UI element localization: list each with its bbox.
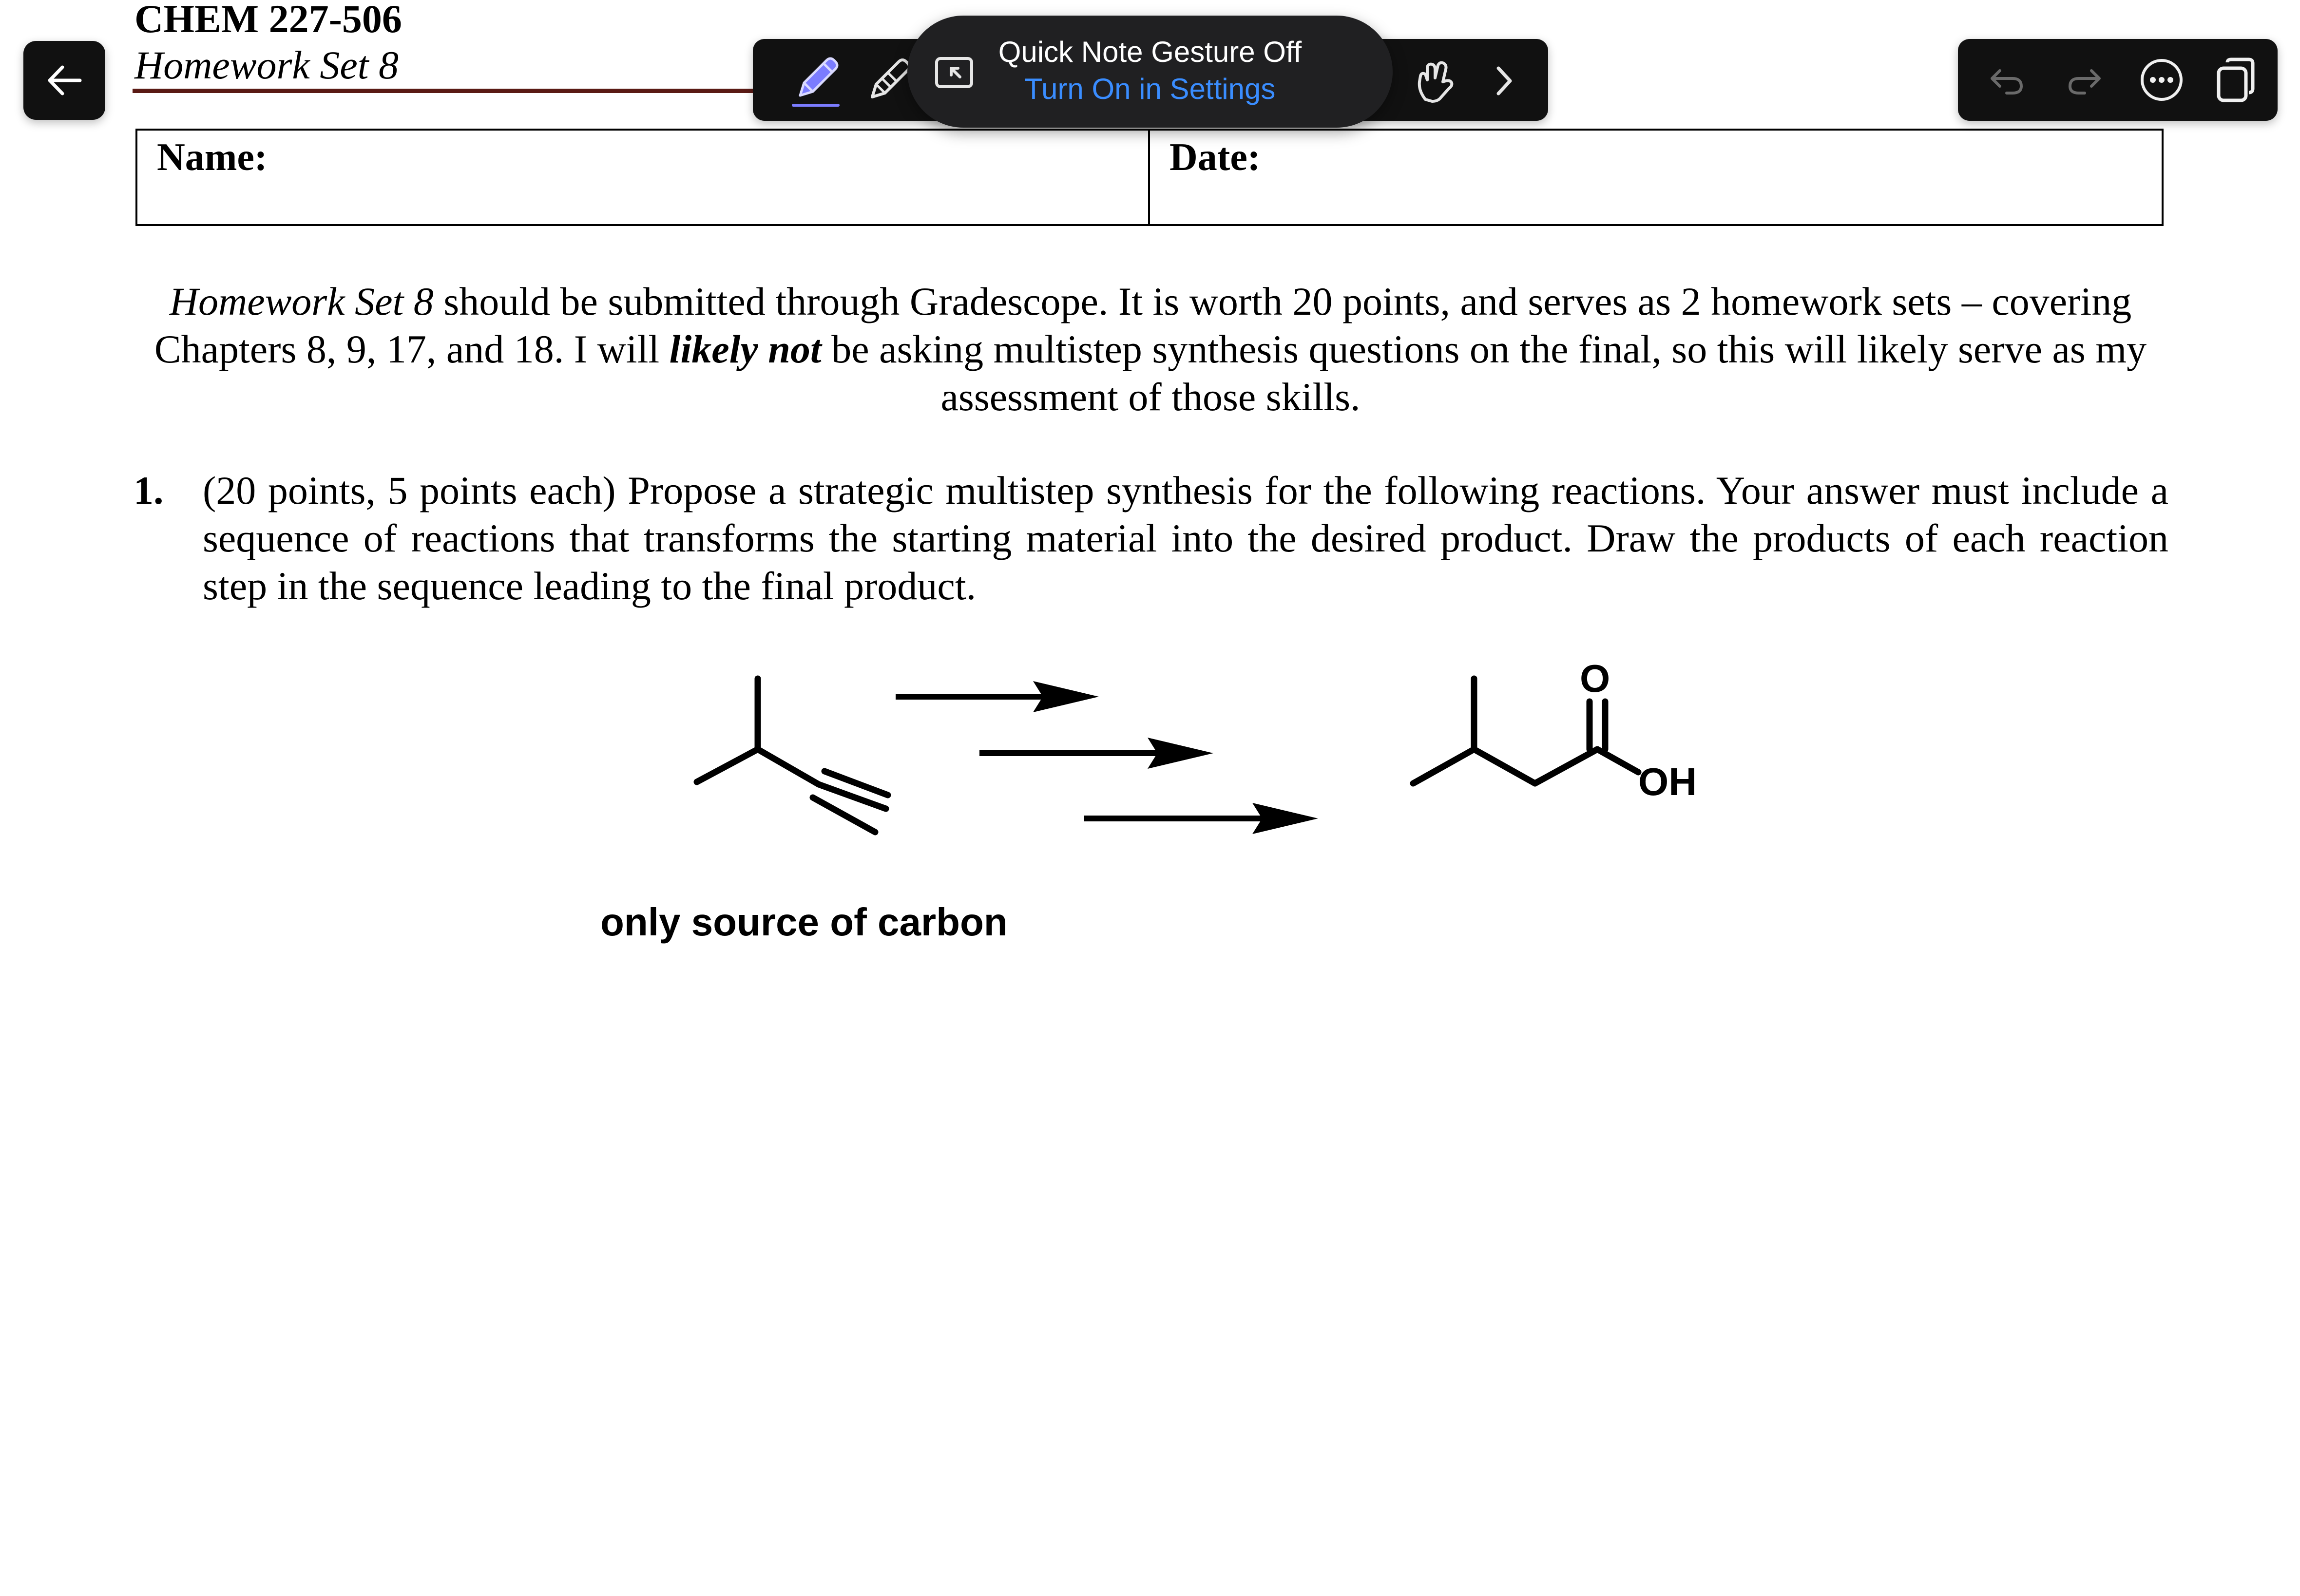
pencil-icon bbox=[789, 51, 843, 109]
redo-button[interactable] bbox=[2055, 51, 2114, 109]
more-button[interactable] bbox=[2132, 51, 2191, 109]
product-oxygen-label: O bbox=[1580, 657, 1610, 700]
back-button[interactable] bbox=[23, 41, 105, 120]
redo-icon bbox=[2065, 63, 2104, 97]
intro-title-italic: Homework Set 8 bbox=[169, 279, 434, 323]
hand-gesture-tool[interactable] bbox=[1406, 53, 1464, 109]
undo-button[interactable] bbox=[1977, 51, 2036, 109]
toast-settings-link[interactable]: Turn On in Settings bbox=[1024, 73, 1276, 105]
intro-emphasis: likely not bbox=[669, 327, 822, 371]
question-number: 1. bbox=[134, 468, 164, 513]
hand-gesture-icon bbox=[1411, 57, 1459, 105]
homework-title: Homework Set 8 bbox=[134, 43, 399, 87]
pages-button[interactable] bbox=[2206, 51, 2265, 109]
carbon-source-caption: only source of carbon bbox=[600, 900, 1008, 944]
chevron-right-icon bbox=[1489, 61, 1518, 100]
intro-text-1: should be submitted through Gradescope. It is worth 20 points, and serves as 2 homework sets – covering Chapters 8, 9, 17, and 18. I will bbox=[154, 279, 2132, 371]
name-label: Name: bbox=[157, 136, 268, 179]
pencil-tool[interactable] bbox=[787, 51, 845, 109]
intro-text-2: be asking multistep synthesis questions on the final, so this will likely serve as my assessment of those skills. bbox=[821, 327, 2147, 419]
question-text: (20 points, 5 points each) Propose a strategic multistep synthesis for the following reactions. Your answer must include a sequence of reactions that transforms the starting material into the desired product. Draw the products of each reaction step in the sequence leading to the final product. bbox=[203, 468, 2168, 608]
back-arrow-icon bbox=[45, 63, 84, 97]
course-code: CHEM 227-506 bbox=[134, 0, 402, 41]
pages-icon bbox=[2214, 56, 2258, 104]
reaction-arrow-2 bbox=[979, 738, 1213, 769]
more-icon bbox=[2138, 57, 2185, 103]
toolbar-next-button[interactable] bbox=[1474, 53, 1533, 109]
reaction-arrow-3 bbox=[1084, 803, 1318, 834]
reaction-arrows bbox=[896, 681, 1318, 834]
starting-material-structure bbox=[697, 679, 888, 832]
toast-title: Quick Note Gesture Off bbox=[998, 36, 1302, 68]
reaction-arrow-1 bbox=[896, 681, 1099, 712]
quick-note-toast[interactable] bbox=[907, 16, 1393, 128]
undo-icon bbox=[1987, 63, 2026, 97]
product-hydroxyl-label: OH bbox=[1638, 760, 1697, 803]
date-label: Date: bbox=[1169, 136, 1261, 179]
right-toolbar bbox=[1958, 39, 2278, 121]
